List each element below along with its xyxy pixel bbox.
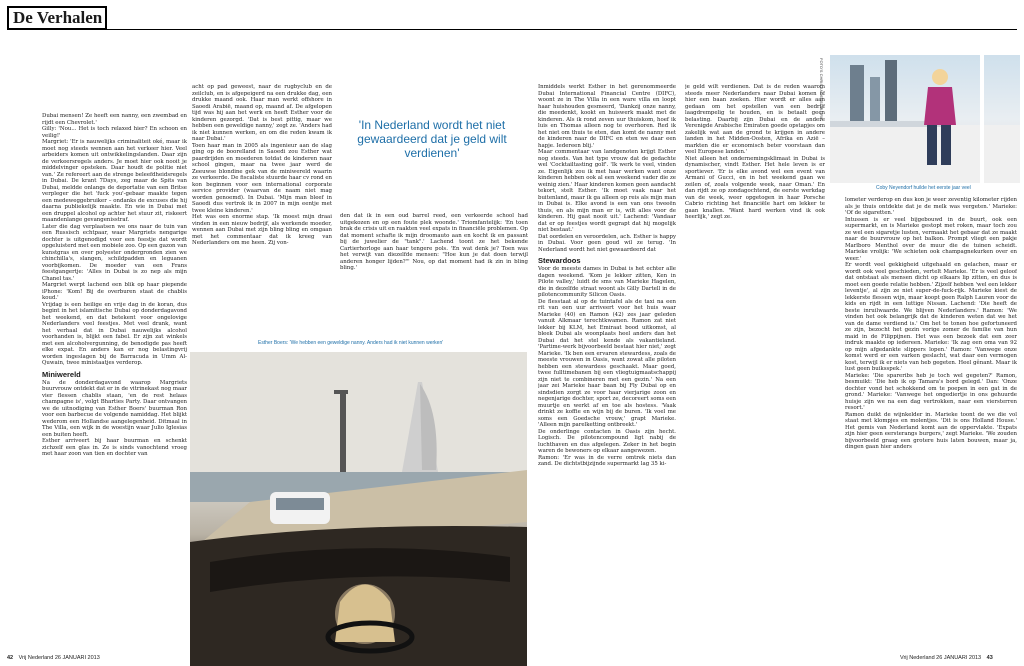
main-photo-caption: Esther Boers: 'We hebben een geweldige nanny. Anders had ik niet kunnen werken' [258,340,444,346]
paragraph: den dat ik in een oud barrel reed, een verkeerde school had uitgekozen en op een foute plek woonde.' Triomfantelijk: 'En toen brak de crisis uit en raakten veel expats in financiële problemen. Op dat moment schafte ik mijn droomauto aan en kocht ik en passant bij de juwelier de "tank".' Lachend toont ze het bekende Cartierhorloge aan haar tengere pols. 'En wat denk je? Toen was het verwijt van diezelfde mensen: "Hoe kun je dat doen terwijl anderen honger lijden?"' Nou, op dat moment had ik zin in bling bling.' [340,213,528,271]
column-6 [845,197,1017,654]
section-title: De Verhalen [7,6,107,30]
paragraph: Esther arriveert bij haar buurman en schenkt zichzelf een glas in. Ze is sinds vanochtend vroeg met haar zoon van tien en dochter van [42,438,187,457]
paragraph: Er wordt veel gekkigheid uitgehaald en gelachen, maar er wordt ook veel geschieden, vertelt Marieke. 'Er is veel geloof dat ontstaat als mensen dicht op elkaars lip zitten, en dus is moet een goede relatie hebben.' Zijzelf hebben 'wel een lekker leventje', al zijn ze niet super-de-fuck-rijk. Marieke kiest de lekkerste flessen wijn, maar koopt geen Ralph Lauren voor de kids en rijdt in een luttige Nissan. Lachend: 'Die heeft de beste inruilwaarde. We blijven Nederlanders.' Ramon: 'We vinden het ook belangrijk dat de kinderen weten dat we het van de dame verdiend is.' Om het te tonen hoe gefortuneerd ze zijn, bezocht het gezin vorige zomer de familie van hun maid in de Filippijnen. Het was een bezoek dat een zeer indruk maakte op iedereen. Marieke: 'Ik zag een oma van 92 op mijn afgedankte slippers lopen.' Ramon: 'Vanwege onze komst werd er een varken geslacht, wat daar een vermogen kost, terwijl ik er niets van heb gegeten. Heel gênant. Maar ik lust geen buiksspek.' [845,262,1017,372]
paragraph: je geld wilt verdienen. Dat is de reden waarom steeds meer Nederlanders naar Dubai komen of hier een baan zoeken. Hier wordt er alles aan gedaan om het opstellen van een bedrijf laagdrempelig te houden, en is betaalt geen belasting. Daarbij zijn Dubai en de andere Verenigde Arabische Emiraten goede opstapjes om zakelijk wat aan de grond te krijgen in andere landen in het Midden-Oosten, Afrika en Azië – markten die er economisch beter voorstaan dan veel Europese landen.' [685,84,825,155]
subheading: Stewardoos [538,256,581,265]
pull-quote: 'In Nederland wordt het niet gewaardeerd dat je geld wilt verdienen' [357,118,507,160]
main-photo [190,352,527,666]
paragraph: Na de donderdagavond waarop Margriets buurvrouw ontdekt dat er in de vitrinekast nog maar vier flessen chablis staan, 'en de rest helaas champagne is', volgt Bharties Party. Daar ontvangen we de uitnodiging van Esther Boers' buurman Ron voor een barbecue de volgende namiddag. Het blijkt wederom een Hollandse aangelegenheid. Ditmaal in The Villa, een wijk in de woestijn waar Julio Iglesias een buiten heeft. [42,379,187,438]
paragraph: Voor de meeste dames in Dubai is het echter alle dagen weekend. 'Kom je lekker zitten, Ken in Pilote valley,' luidt de sms van Marieke Hagelen, die in dezelfde straat woont als Gilly Dartell in de pilotencommunity Silicon Oasis. [538,266,676,298]
paragraph: Inmiddels werkt Esther in het gerenommeerde Dubai International Financial Centre (DIFC), woont ze in The Villa in een ware villa en loopt haar huishouden gesmeerd, 'Dankzij onze nanny, die meedenkt, kookt en huiswerk maakt met de kinderen. Als ik rond zeven uur thuiskom, hoef ik luis en Thomas alleen nog te overhoren. Red ik het niet om thuis te eten, dan komt de nanny met de kinderen naar de DIFC en eten we daar een hapje. Iedereen blij.' [538,84,676,149]
photo-credit: FOTO'S CHRIS ANDERSON / IRIS [819,58,824,121]
secondary-photo-illustration [830,55,1020,183]
paragraph: Maar commentaar van landgenoten krijgt Esther nog steeds. Van het type vrouw dat de gedachte wel 'Cocktailtasting golf'. 'Ik werk te veel, vinden ze. Eigenlijk zou ik met haar werken want onze kinderen hebben ook al een weekend vader die ze weinig zien.' Haar kinderen komen geen aandacht tekort, stelt Esther. 'Ik moet vaak naar het buitenland, maar ik ga alleen op reis als mijn man in Dubai is. Elke avond is een van ons tweeën thuis, en als mijn man er is, wilt alles voor de kinderen. Hij gaat nooit uit.' Lachend: 'Vandaar dat er op feestjes wordt gegrapt dat hij mogelijk niet bestaat.' [538,149,676,233]
paragraph: Ramon: 'Er was in de verre omtrek niets dan zand. De dichtstbijzijnde supermarkt lag 35 ki- [538,454,676,467]
paragraph: Vrijdag is een heilige en vrije dag in de koran, dus begint in het islamitische Dubai op donderdagavond het weekend, en dat betekent voor ongelovige Nederlanders veel feestjes. Met veel drank, want het verhaal dat in Dubai nauwelijks alcohol voorhanden is, blijkt een fabel. Er zijn zat winkels met een alcoholvergunning, de benodigde pas heeft elke expat. En anders kan er nog belastingvrij worden ingeslagen bij de Barracuda in Umm Al-Quwain, twee ministaatjes verderop. [42,301,187,366]
paragraph: Ramon duikt de wijnkelder in. Marieke toont de we die vol staat met klompjes en molentjes. 'Dit is ons Holland House.' Het gemis van Nederland komt aan de oppervlakte. 'Expats zijn hier geen eersterangs burgers,' zegt Marieke. 'We zouden bijvoorbeeld graag een grotere huis laten bouwen, maar ja, dingen gaan hier anders [845,411,1017,450]
paragraph: Dubai mensen! Ze heeft een nanny, een zwembad en rijdt een Chevrolet.' [42,113,187,126]
paragraph: Toen haar man in 2005 als ingenieur aan de slag ging op de boorelland in Saoedi zou Esther wat paardrijden en moederen totdat de kinderen naar school gingen, maar na twee jaar werd de Zeeuwse blondine gek van de miniwereld waarin ze verkeerde. De fiscaliste stuurde haar cv rond en kon beginnen voor een international corporate service provider (waarvan de naam niet mag worden genoemd). In Dubai. 'Mijn man bleef in Saoedi dus vertrok ik in 2007 in mijn eentje met twee kleine kinderen.' [192,142,332,214]
page-number-left: 42 [7,655,14,661]
page-number-right: 43 [986,655,993,661]
paragraph: lometer verderop en dus kon je weer zeventig kilometer rijden als je thuis ontdekte dat je de melk was vergeten.' Marieke: 'Of de sigaretten.' [845,197,1017,216]
paragraph: Het was een enorme stap. 'Ik moest mijn draai vinden in een nieuw bedrijf, als werkende moeder, wennen aan Dubai met zijn bling bling en omgaan met het commentaar dat ik kreeg van Nederlanders om me heen. Zij von- [192,214,332,246]
column-1 [42,113,187,653]
footer-publication-left: Vrij Nederland 26 JANUARI 2013 [18,655,100,661]
subheading: Miniwereld [42,369,81,379]
paragraph: acht op pad geweest, naar de rugbyclub en de zeilclub, en is afgepeigerd na een drukke dag, een drukke maand ook. Haar man werkt offshore in Saoedi Arabië, maand op, maand af. De afgelopen tijd was hij aan het werk en heeft Esther voor de kinderen gezorgd. 'Dat is best pittig, maar we hebben een geweldige nanny,' zegt ze. 'Anders had ik niet kunnen werken, en om die reden kwam ik naar Dubai.' [192,84,332,142]
paragraph: Niet alleen het ondernemingsklimaat in Dubai is dynamischer, vindt Esther. Het hele leven is er sportiever. 'Er is elke avond wel een event van Armani of Gucci, en in het weekend gaan we zeilen of, zoals volgende week, naar Oman.' En dan rijdt ze op zondagochtend, de eerste werkdag van de week, weer opgetogen in haar Porsche Cabrio richting het financiële hart om lekker te gaan knallen. 'Want hard werken vind ik ook heerlijk,' zegt ze. [685,155,825,220]
paragraph: Intussen is er veel bijgebouwd in de buurt, ook een supermarkt, en is Marieke gestopt met roken, maar toch zou ze wel een sigaretje lusten, vermaakt het gebaar dat ze maakt naar de buurvrouw op het balkon. Prompt vliegt een pakje Marlboro Menthol over de muur die de tuinen scheidt. Marieke vrolijk: 'We schieten ook champagnekurken over en weer.' [845,216,1017,262]
paragraph: Marieke: 'Die spareribs heb je toch wel gegeten?' Ramon, besmuikt: 'Die heb ik op Tamara's bord gelegd.' Dan: 'Onze dochter vond het schokkend om te poepen in een gat in de grond.' Marieke: 'Vanwege het ongediertje in ons gehuurde huisje zijn we na een dag vertrokken, naar een viersterren resort.' [845,372,1017,411]
paragraph: De flesstaat al op de tuintafel als de taxi na een rit van een uur arriveert voor het huis waar Marieke (40) en Ramon (42) zes jaar geleden vanuit Alkmaar terechtkwamen. Ramon zat niet lekker bij KLM, het Emiraat bood uitkomst, al bleek Dubai als woonplaats heel anders dan het Dubai dat het stel kende als vakantieland. 'Partime-werk bijvoorbeeld bestaat hier niet,' zegt Marieke. 'Ik ben een ervaren stewardess, zoals de meeste vrouwen in Oasis, want zowat alle piloten hebben een stewardess geschaakt. Maar goed, twee fulltimebanen bij een vliegtuigmaatschappij zijn niet te combineren met een gezin.' Na een jaar zei Marieke haar baan bij Fly Dubai op en sindsdien zorgt ze voor haar vierjarige zoon en negenjarige dochter, sport ze, decoreert soms een muurtje en werkt af en toe als hostess. 'Vaak drinkt ze koffie en wijn bij de buren. 'Ik voel me soms een Goedsche vrouw,' grapt Marieke. 'Alleen mijn parelketting ontbreekt.' [538,298,676,428]
column-4 [538,84,676,654]
paragraph: Margriet werpt lachend een blik op haar piepende iPhone: 'Kom! Bij de overburen staat de chablis koud.' [42,282,187,301]
main-photo-illustration [190,352,527,666]
column-3 [340,213,528,343]
header-rule [7,29,1017,30]
paragraph: Margriet: 'Er is nauwelijks criminaliteit oké, maar ik moet nog steeds wennen aan het verkeer hier. Veel arbeiders komen uit ontwikkelingslanden. Daar zijn de verkeersregels anders. Je moet hier ook nooit je middelvinger opsteken. Daar houdt de politie niet van.' Ze refereert aan de strenge beleefdheidsregels in Dubai. De krant 7Days, zeg maar de Spits van Dubai, meldde onlangs de deportatie van een Britse verpleger die het 'fuck you'-gebaar maakte tegen een medeweggebruiker – ondanks de excuses die hij daarna publiekelijk maakte. En wie in Dubai met een druppel alcohol op achter het stuur zit, riskeert maandenlange gevangenisstraf. [42,139,187,223]
paragraph: Later die dag verplaatsen we ons naar de tuin van een Russisch echtpaar, waar Margriets nengarige dochter is uitgenodigd voor een feestje dat wordt opgeluisterd met een mobiele zoo. Op een gazon van kunstgras en over polyester ondergronden zien we chinchilla's, slangen, schildpadden en leguanen voorbijkomen. De moeder van een Frans feestgangertje: 'Alles in Dubai is zo nep als mijn Chanel tas.' [42,223,187,282]
column-2 [192,84,332,346]
secondary-photo-caption: Coby Neyendorf huilde het eerste jaar veel [876,185,971,191]
paragraph: De onderlinge contacten in Oasis zijn hecht. Logisch. De pilotencompound ligt nabij de luchthaven en dus afgelegen. Zeker in het begin waren de bewoners op elkaar aangewezen. [538,428,676,454]
footer-publication-right: Vrij Nederland 26 JANUARI 2013 [900,655,982,661]
paragraph: Gilly: 'Nou... Het is toch relaxed hier? En schoon en veilig!' [42,126,187,139]
footer-right [900,655,993,661]
paragraph: Dat oordelen en veroordelen, ach. Esther is happy in Dubai. Voor geen goud wil ze terug. 'In Nederland wordt het niet gewaardeerd dat [538,233,676,253]
column-5 [685,84,825,314]
footer-left [7,655,100,661]
secondary-photo [830,55,1020,183]
